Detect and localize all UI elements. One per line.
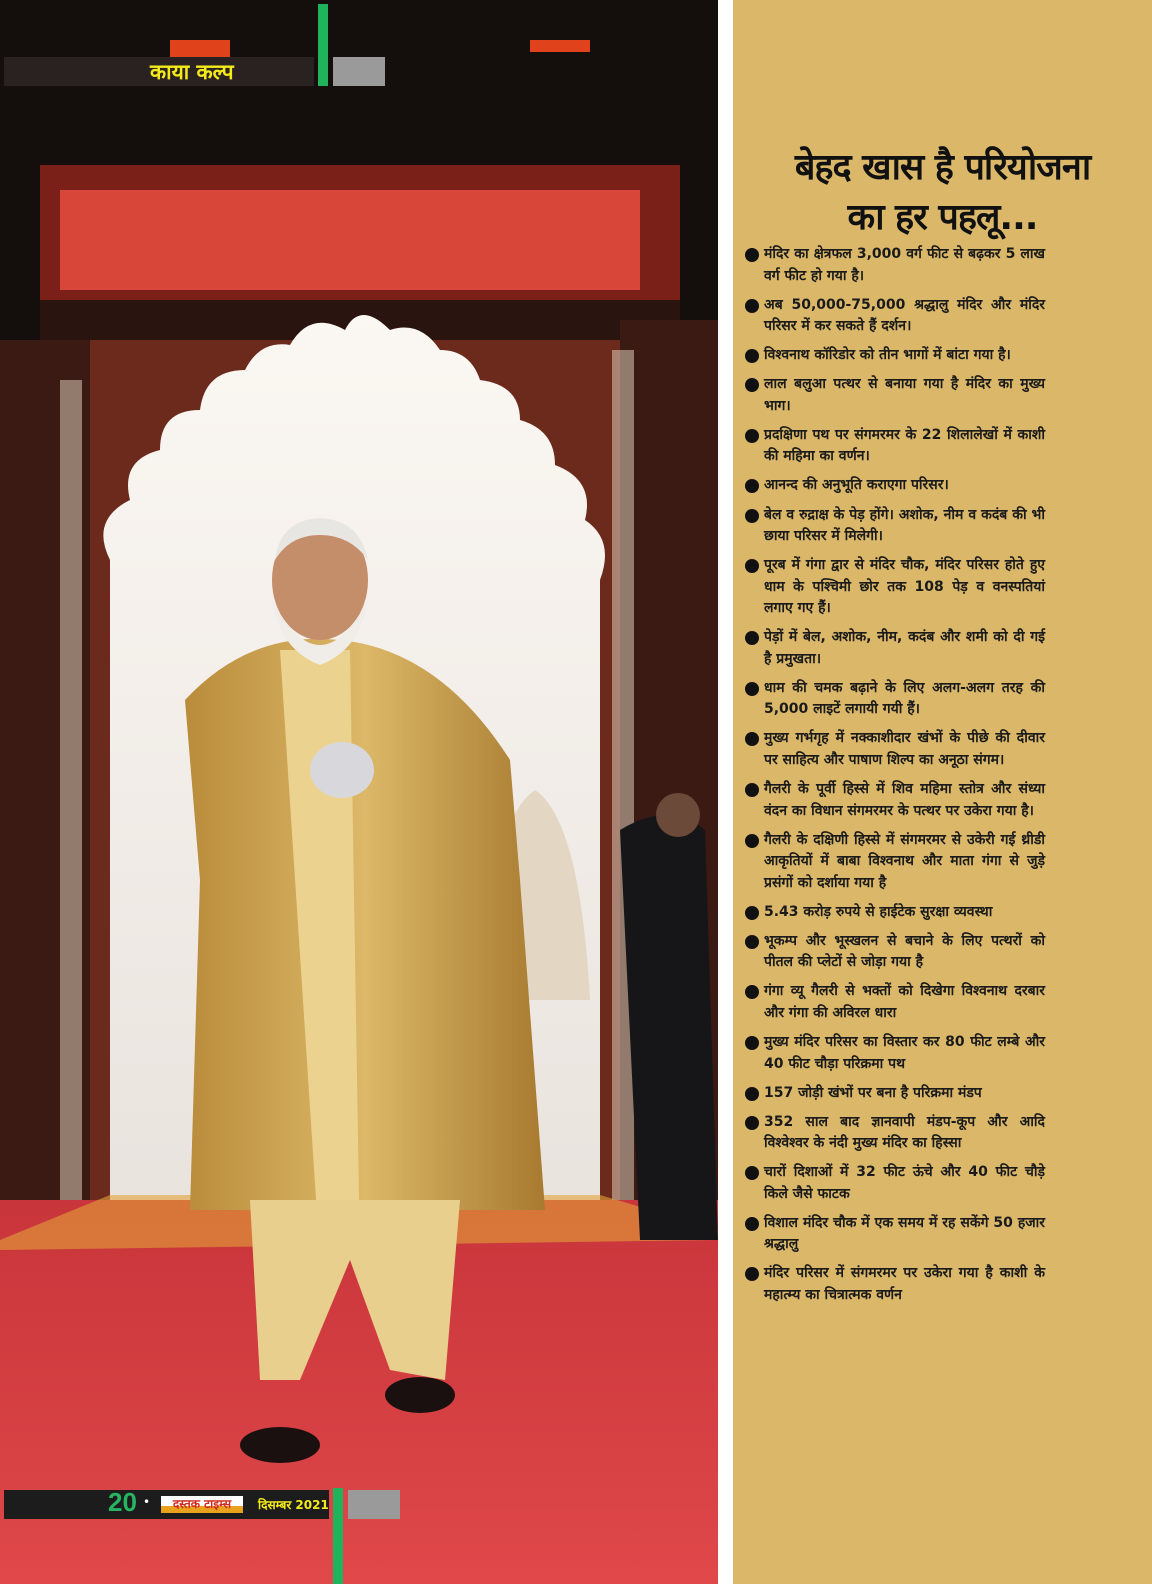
bullet-icon [745, 631, 759, 645]
title-line-1: बेहद खास है परियोजना [794, 147, 1091, 188]
list-item [745, 374, 1045, 417]
list-item-text: आनन्द की अनुभूति कराएगा परिसर। [764, 477, 949, 494]
list-item-text: लाल बलुआ पत्थर से बनाया गया है मंदिर का मुख्य भाग। [764, 376, 1045, 414]
list-item-text: विश्वनाथ कॉरिडोर को तीन भागों में बांटा गया है। [764, 347, 1011, 364]
bullet-icon [745, 1036, 759, 1050]
list-item [745, 1162, 1045, 1205]
magazine-logo: दस्तक टाइम्स [161, 1496, 243, 1513]
grey-accent-box-footer [348, 1490, 400, 1519]
list-item [745, 1213, 1045, 1256]
bullet-icon [745, 479, 759, 493]
list-item [745, 981, 1045, 1024]
green-accent-bar-footer [333, 1488, 343, 1584]
bullet-icon [745, 783, 759, 797]
list-item [745, 1032, 1045, 1075]
list-item [745, 830, 1045, 895]
list-item [745, 627, 1045, 670]
list-item-text: गैलरी के पूर्वी हिस्से में शिव महिमा स्तोत्र और संध्या वंदन का विधान संगमरमर के पत्थर पर उकेरा गया है। [764, 781, 1045, 819]
list-item-text: गैलरी के दक्षिणी हिस्से में संगमरमर से उकेरी गई थ्रीडी आकृतियों में बाबा विश्वनाथ और माता गंगा से जुड़े प्रसंगों को दर्शाया गया है [764, 831, 1045, 891]
list-item-text: मुख्य गर्भगृह में नक्काशीदार खंभों के पीछे की दीवार पर साहित्य और पाषाण शिल्प का अनूठा संगम। [764, 730, 1045, 768]
bullet-icon [745, 1166, 759, 1180]
list-item-text: 352 साल बाद ज्ञानवापी मंडप-कूप और आदि विश्वेश्वर के नंदी मुख्य मंदिर का हिस्सा [764, 1113, 1045, 1152]
title-line-2: का हर पहलू... [847, 197, 1038, 238]
section-label: काया कल्प [150, 60, 234, 84]
bullet-icon [745, 1087, 759, 1101]
list-item [745, 475, 1045, 497]
list-item-text: मंदिर परिसर में संगमरमर पर उकेरा गया है काशी के महात्म्य का चित्रात्मक वर्णन [764, 1265, 1045, 1303]
list-item-text: पेड़ों में बेल, अशोक, नीम, कदंब और शमी को दी गई है प्रमुखता। [764, 629, 1045, 667]
grey-accent-box [333, 57, 385, 86]
list-item-text: बेल व रुद्राक्ष के पेड़ होंगे। अशोक, नीम व कदंब की भी छाया परिसर में मिलेगी। [764, 506, 1045, 545]
bullet-icon [745, 682, 759, 696]
list-item-text: विशाल मंदिर चौक में एक समय में रह सकेंगे 50 हजार श्रद्धालु [764, 1214, 1045, 1253]
bullet-icon [745, 906, 759, 920]
list-item-text: 157 जोड़ी खंभों पर बना है परिक्रमा मंडप [764, 1084, 982, 1101]
bullet-icon [745, 299, 759, 313]
list-item-text: प्रदक्षिणा पथ पर संगमरमर के 22 शिलालेखों में काशी की महिमा का वर्णन। [764, 426, 1045, 465]
bullet-icon [745, 248, 759, 262]
bullet-icon [745, 1267, 759, 1281]
footer-separator: • [143, 1495, 151, 1509]
bullet-icon [745, 935, 759, 949]
green-accent-bar [318, 4, 328, 86]
bullet-icon [745, 378, 759, 392]
list-item [745, 244, 1045, 287]
list-item-text: पूरब में गंगा द्वार से मंदिर चौक, मंदिर परिसर होते हुए धाम के पश्चिमी छोर तक 108 पेड़ व वनस्पतियां लगाए गए हैं। [764, 557, 1045, 617]
list-item [745, 555, 1045, 620]
bullet-icon [745, 429, 759, 443]
page-number: 20 [108, 1487, 137, 1517]
list-item-text: मंदिर का क्षेत्रफल 3,000 वर्ग फीट से बढ़कर 5 लाख वर्ग फीट हो गया है। [764, 246, 1045, 284]
list-item [745, 425, 1045, 468]
list-item-text: भूकम्प और भूस्खलन से बचाने के लिए पत्थरों को पीतल की प्लेटों से जोड़ा गया है [764, 932, 1045, 971]
list-item-text: चारों दिशाओं में 32 फीट ऊंचे और 40 फीट चौड़े किले जैसे फाटक [764, 1164, 1045, 1202]
list-item [745, 1083, 1045, 1105]
bullet-icon [745, 834, 759, 848]
list-item-text: गंगा व्यू गैलरी से भक्तों को दिखेगा विश्वनाथ दरबार और गंगा की अविरल धारा [764, 983, 1045, 1021]
list-item-text: अब 50,000-75,000 श्रद्धालु मंदिर और मंदिर परिसर में कर सकते हैं दर्शन। [764, 296, 1045, 335]
list-item [745, 1112, 1045, 1155]
bullet-icon [745, 509, 759, 523]
list-item-text: 5.43 करोड़ रुपये से हाईटेक सुरक्षा व्यवस्था [764, 903, 993, 920]
bullet-icon [745, 1217, 759, 1231]
list-item [745, 678, 1045, 721]
bullet-icon [745, 1116, 759, 1130]
issue-date: दिसम्बर 2021 [258, 1498, 329, 1512]
facts-list [745, 244, 1045, 1314]
bullet-icon [745, 559, 759, 573]
list-item [745, 931, 1045, 974]
list-item [745, 1263, 1045, 1306]
list-item [745, 295, 1045, 338]
list-item [745, 779, 1045, 822]
bullet-icon [745, 349, 759, 363]
bullet-icon [745, 732, 759, 746]
list-item [745, 345, 1045, 367]
list-item-text: धाम की चमक बढ़ाने के लिए अलग-अलग तरह की 5,000 लाइटें लगायी गयी हैं। [764, 679, 1045, 718]
bullet-icon [745, 985, 759, 999]
sidebar-title [733, 143, 1152, 243]
list-item [745, 505, 1045, 548]
list-item [745, 902, 1045, 924]
facts-sidebar [733, 0, 1152, 1584]
list-item [745, 728, 1045, 771]
list-item-text: मुख्य मंदिर परिसर का विस्तार कर 80 फीट लम्बे और 40 फीट चौड़ा परिक्रमा पथ [764, 1034, 1045, 1072]
